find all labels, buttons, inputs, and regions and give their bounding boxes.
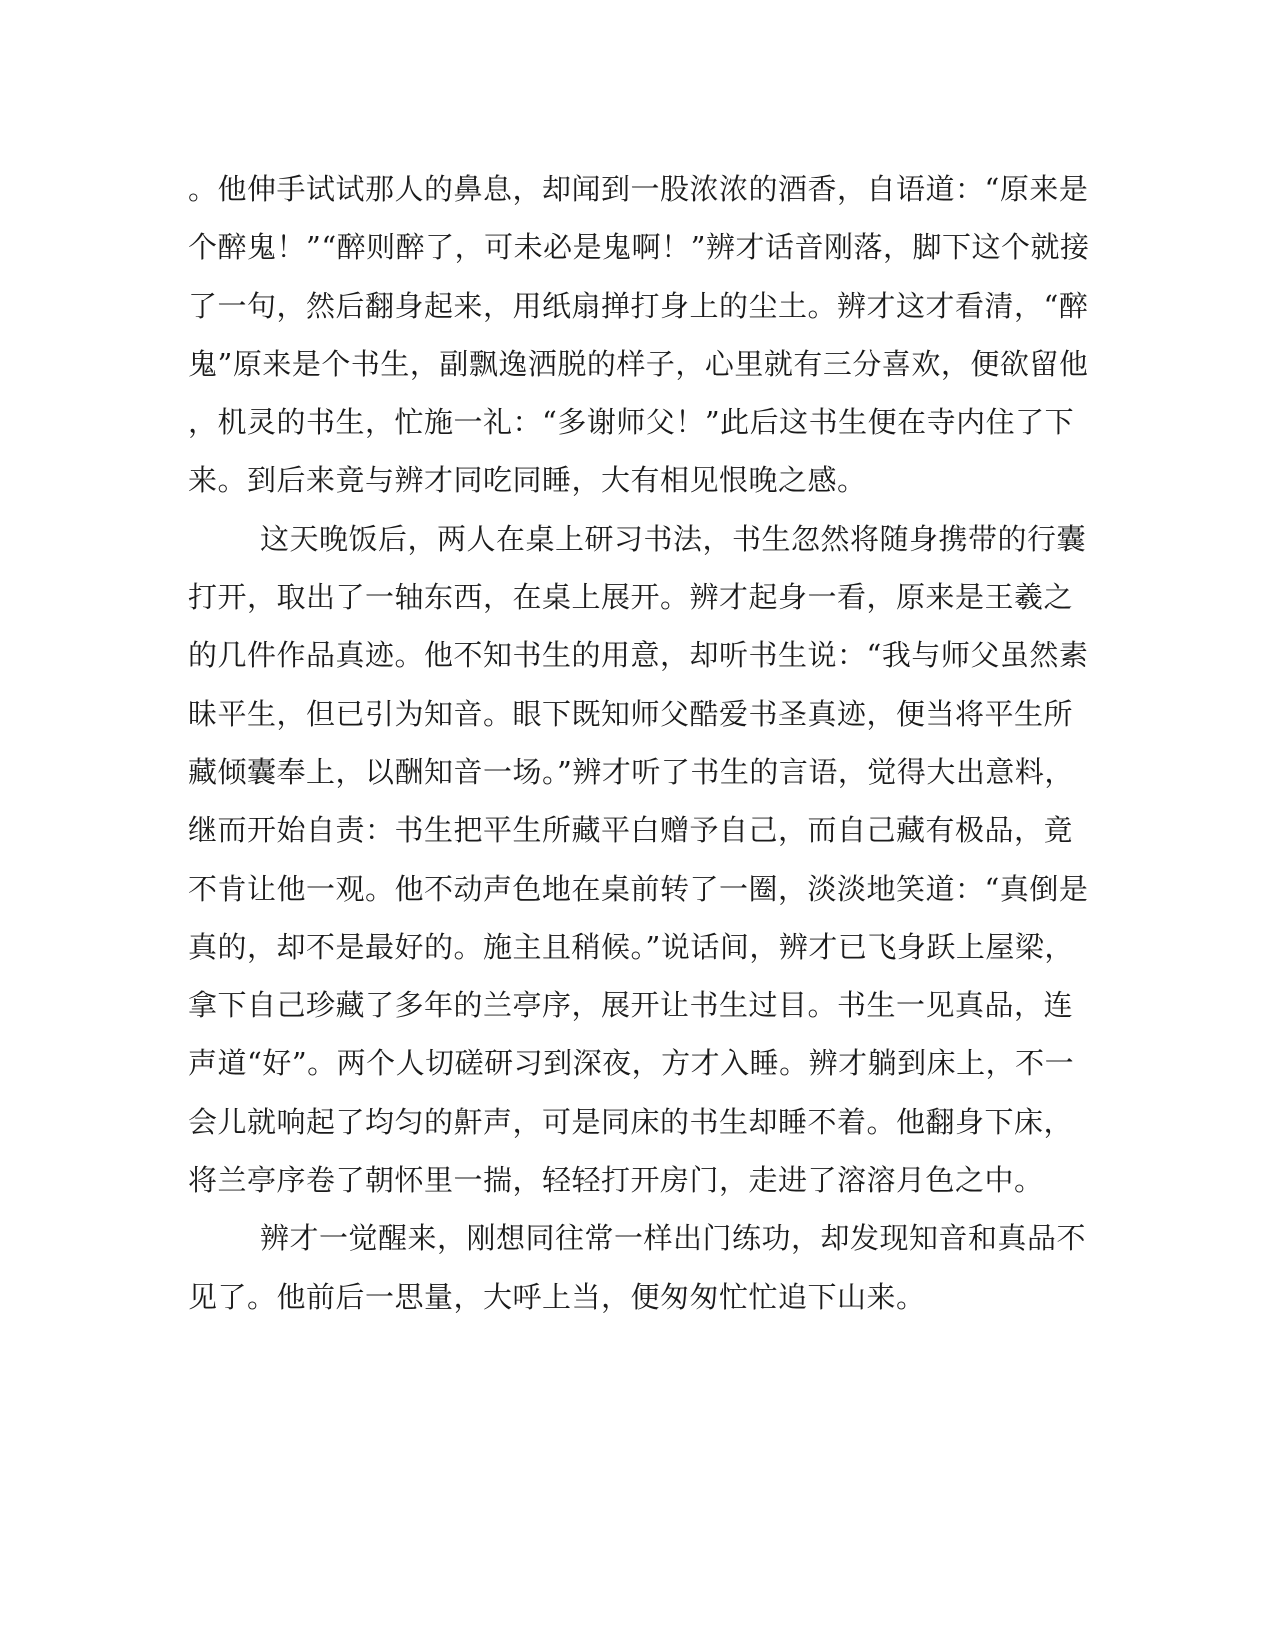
text-line: 拿下自己珍藏了多年的兰亭序，展开让书生过目。书生一见真品，连 — [188, 988, 1074, 1023]
text-line: 的几件作品真迹。他不知书生的用意，却听书生说：“我与师父虽然素 — [188, 638, 1089, 673]
text-line: 真的，却不是最好的。施主且稍候。”说话间，辨才已飞身跃上屋梁， — [188, 929, 1074, 964]
text-line: 声道“好”。两个人切磋研习到深夜，方才入睡。辨才躺到床上，不一 — [188, 1046, 1075, 1081]
text-line: 个醉鬼！”“醉则醉了，可未必是鬼啊！”辨才话音刚落，脚下这个就接 — [188, 230, 1090, 265]
text-line: 鬼”原来是个书生，副飘逸洒脱的样子，心里就有三分喜欢，便欲留他 — [188, 346, 1089, 381]
text-line: 会儿就响起了均匀的鼾声，可是同床的书生却睡不着。他翻身下床， — [188, 1104, 1074, 1139]
text-line: 昧平生，但已引为知音。眼下既知师父酷爱书圣真迹，便当将平生所 — [188, 696, 1074, 731]
text-line: 。他伸手试试那人的鼻息，却闻到一股浓浓的酒香，自语道：“原来是 — [188, 172, 1089, 206]
text-line: 藏倾囊奉上，以酬知音一场。”辨才听了书生的言语，觉得大出意料， — [188, 754, 1074, 789]
paragraph-start-line: 这天晚饭后，两人在桌上研习书法，书生忽然将随身携带的行囊 — [260, 521, 1087, 556]
text-line: 打开，取出了一轴东西，在桌上展开。辨才起身一看，原来是王羲之 — [188, 580, 1074, 615]
paragraph-start-line: 辨才一觉醒来，刚想同往常一样出门练功，却发现知音和真品不 — [260, 1221, 1087, 1256]
text-line: 继而开始自责：书生把平生所藏平白赠予自己，而自己藏有极品，竟 — [188, 813, 1074, 848]
text-line: ，机灵的书生，忙施一礼：“多谢师父！”此后这书生便在寺内住了下 — [188, 405, 1075, 440]
text-line: 见了。他前后一思量，大呼上当，便匆匆忙忙追下山来。 — [188, 1279, 926, 1314]
text-line: 来。到后来竟与辨才同吃同睡，大有相见恨晚之感。 — [188, 463, 867, 498]
text-line: 了一句，然后翻身起来，用纸扇掸打身上的尘土。辨才这才看清，“醉 — [188, 288, 1089, 323]
body-text — [188, 160, 1090, 1326]
text-line: 不肯让他一观。他不动声色地在桌前转了一圈，淡淡地笑道：“真倒是 — [188, 871, 1089, 906]
text-line: 将兰亭序卷了朝怀里一揣，轻轻打开房门，走进了溶溶月色之中。 — [188, 1163, 1044, 1198]
